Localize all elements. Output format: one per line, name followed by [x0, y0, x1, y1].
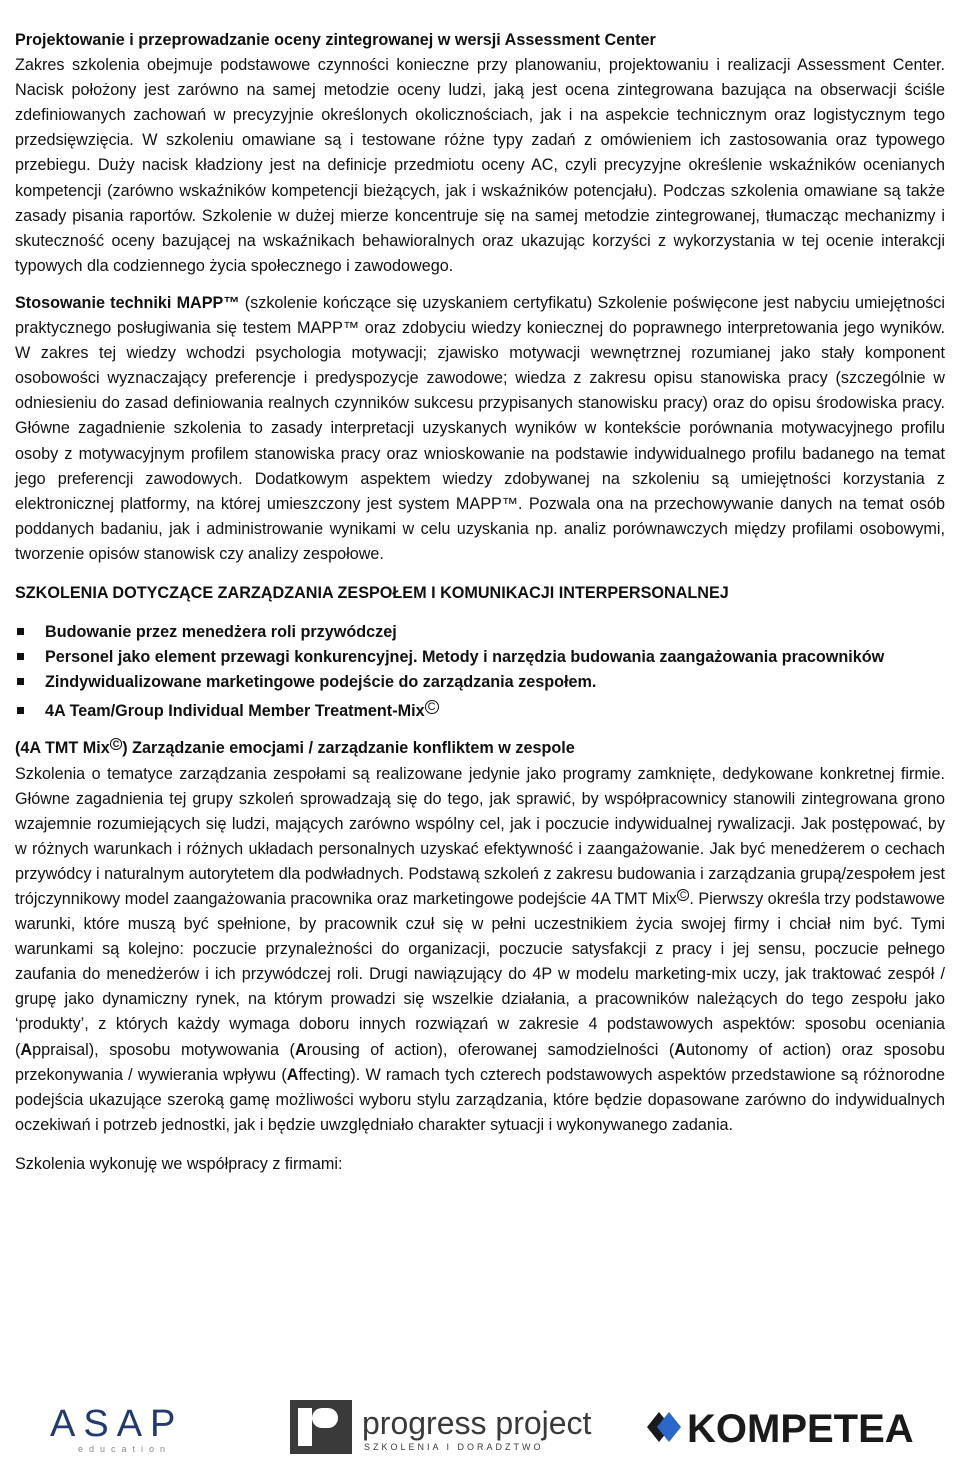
svg-text:education: education — [78, 1444, 172, 1454]
bullet-square-icon — [17, 678, 24, 685]
partner-logos — [0, 1372, 960, 1462]
list-item: Zindywidualizowane marketingowe podejście do zarządzania zespołem. — [15, 670, 945, 695]
list-item: 4A Team/Group Individual Member Treatment-Mix $^C$ — [15, 699, 945, 724]
svg-text:KOMPETEA: KOMPETEA — [687, 1407, 914, 1451]
section-mapp — [15, 291, 945, 567]
copyright-icon: C — [425, 700, 439, 714]
bullet-square-icon — [17, 707, 24, 714]
section-title: Stosowanie techniki MAPP™ — [15, 293, 240, 312]
svg-text:SZKOLENIA I DORADZTWO: SZKOLENIA I DORADZTWO — [364, 1442, 544, 1452]
copyright-icon: C — [110, 738, 123, 750]
svg-text:progress project: progress project — [362, 1405, 592, 1441]
kompetea-logo — [645, 1402, 935, 1452]
asap-logo — [48, 1402, 208, 1454]
list-item: Budowanie przez menedżera roli przywódczej — [15, 620, 945, 645]
bullet-square-icon — [17, 628, 24, 635]
section-body: Zakres szkolenia obejmuje podstawowe czynności konieczne przy planowaniu, projektowaniu i realizacji Assessment Center. Nacisk położony jest zarówno na samej metodzie oceny ludzi, jaką jest ocena zintegrowana bazująca na obserwacji ściśle zdefiniowanych zachowań w precyzyjnie określonych okolicznościach, jak i na aspekcie technicznym oraz logistycznym tego przedsięwzięcia. W szkoleniu omawiane są i testowane różne typy zadań z omówieniem ich zastosowania oraz typowego przebiegu. Duży nacisk kładziony jest na definicje przedmiotu oceny AC, czyli precyzyjne określenie wskaźników ocenianych kompetencji (zarówno wskaźników kompetencji bieżących, jak i wskaźników potencjału). Podczas szkolenia omawiane są także zasady pisania raportów. Szkolenie w dużej mierze koncentruje się na samej metodzie zintegrowanej, tłumacząc mechanizmy i skuteczność oceny bazującej na wskaźnikach behawioralnych oraz ukazując korzyści z wykorzystania w tej ocenie interakcji typowych dla codziennego życia społecznego i zawodowego. — [15, 56, 945, 275]
section-body: Szkolenia o tematyce zarządzania zespołami są realizowane jedynie jako programy zamknięte, dedykowane konkretnej firmie. Główne zagadnienia tej grupy szkoleń sprowadzają się do tego, jak sprawić, by współpracownicy stanowili zintegrowana grono wzajemnie rozumiejących się ludzi, mających zarówno wspólny cel, jak i poczucie indywidualnej rywalizacji. Jak postępować, by w różnych warunkach i różnych układach personalnych uzyskać efektywność i zaangażowanie. Jak być menedżerem o cechach przywódcy i naturalnym autorytetem dla podwładnych. Podstawą szkoleń z zakresu budowania i zarządzania grupą/zespołem jest trójczynnikowy model zaangażowania pracownika oraz marketingowe podejście 4A TMT Mix $^C$ . Pierwszy określa trzy podstawowe warunki, które muszą być spełnione, by pracownik czuł się w pełni uczestnikiem życia swojej firmy i chciał nim być. Tymi warunkami są kolejno: poczucie przynależności do organizacji, poczucie satysfakcji z pracy i jej sensu, poczucie pełnego zaufania do menedżerów i ich przywódczej roli. Drugi nawiązujący do 4P w modelu marketing-mix uczy, jak traktować zespół / grupę jako dynamiczny rynek, na którym prowadzi się wszelkie działania, a pracowników należących do tego zespołu jako ‘produkty’, z których każdy wymaga doboru innych rozwiązań w zakresie 4 podstawowych aspektów: sposobu oceniania (Appraisal), sposobu motywowania (Arousing of action), oferowanej samodzielności (Autonomy of action) oraz sposobu przekonywania / wywierania wpływu (Affecting). W ramach tych czterech podstawowych aspektów przedstawione są różnorodne podejścia ukazujące szeroką gamę możliwości wyboru stylu zarządzania, które będzie dopasowane zarówno do indywidualnych oczekiwań i potrzeb jednostki, jak i będzie uwzględniało charakter sytuacji i wykonywanego zadania. — [15, 764, 945, 1134]
section-assessment-center — [15, 28, 945, 279]
section-title: (4A TMT Mix $^C$ ) Zarządzanie emocjami / zarządzanie konfliktem w zespole — [15, 739, 575, 758]
svg-text:ASAP: ASAP — [50, 1403, 184, 1445]
bullet-square-icon — [17, 653, 24, 660]
progress-project-logo — [290, 1400, 610, 1454]
section-body: (szkolenie kończące się uzyskaniem certyfikatu) Szkolenie poświęcone jest nabyciu umiejętności praktycznego posługiwania się testem MAPP™ oraz zdobyciu wiedzy koniecznej do poprawnego interpretowania jego wyników. W zakres tej wiedzy wchodzi psychologia motywacji; zjawisko motywacji wewnętrznej rozumianej jako stały komponent osobowości wyznaczający preferencje i predyspozycje zawodowe; wiedza z zakresu opisu stanowiska pracy (szczególnie w odniesieniu do zasad definiowania realnych czynników sukcesu przypisanych stanowisku pracy) oraz do opisu środowiska pracy. Główne zagadnienie szkolenia to zasady interpretacji uzyskanych wyników w kontekście porównania motywacyjnego profilu osoby z motywacyjnym profilem stanowiska pracy oraz wnioskowanie na podstawie indywidualnego profilu badanego na temat jego preferencji zawodowych. Dodatkowym aspektem wiedzy zdobywanej na szkoleniu są umiejętności korzystania z elektronicznej platformy, na której umieszczony jest system MAPP™. Pozwala ona na przechowywanie danych na temat osób poddanych badaniu, jak i administrowanie wynikami w celu uzyskania np. analiz porównawczych między profilami osobowymi, tworzenie opisów stanowisk czy analizy zespołowe. — [15, 293, 945, 563]
training-list — [15, 620, 945, 724]
section-4a-tmt — [15, 736, 945, 1138]
team-management-heading: SZKOLENIA DOTYCZĄCE ZARZĄDZANIA ZESPOŁEM I KOMUNIKACJI INTERPERSONALNEJ — [15, 583, 729, 602]
partners-intro: Szkolenia wykonuję we współpracy z firmami: — [15, 1154, 343, 1173]
section-title: Projektowanie i przeprowadzanie oceny zintegrowanej w wersji Assessment Center — [15, 31, 656, 49]
copyright-icon: C — [677, 889, 690, 901]
list-item: Personel jako element przewagi konkurencyjnej. Metody i narzędzia budowania zaangażowania pracowników — [15, 645, 945, 670]
document-page — [15, 28, 945, 1177]
